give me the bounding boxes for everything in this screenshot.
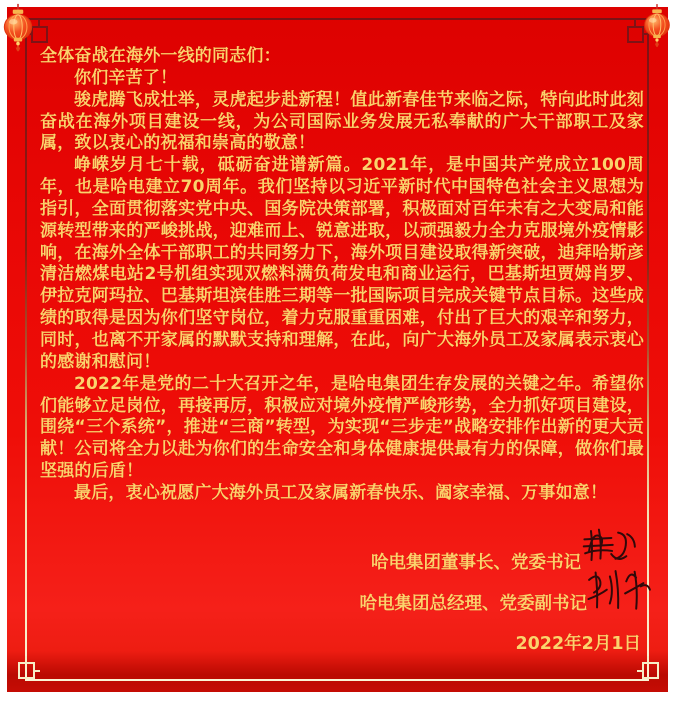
salutation: 全体奋战在海外一线的同志们：	[40, 46, 281, 66]
letter-date: 2022年2月1日	[515, 634, 641, 654]
letter-body	[40, 46, 644, 505]
signoff-title-president: 哈电集团总经理、党委副书记	[359, 594, 587, 614]
paragraph: 最后，衷心祝愿广大海外员工及家属新春快乐、阖家幸福、万事如意！	[74, 482, 608, 503]
paragraph: 峥嵘岁月七十载，砥砺奋进谱新篇。2021年，是中国共产党成立100周年，也是哈电建立70周年。我们坚持以习近平新时代中国特色社会主义思想为指引，全面贯彻落实党中央、国务院决策部署，积极面对百年未有之大变局和能源转型带来的严峻挑战，迎难而上、锐意进取，以顽强毅力全力克服境外疫情影响，在海外全体干部职工的共同努力下，海外项目建设取得新突破，迪拜哈斯彦清洁燃煤电站2号机组实现双燃料满负荷发电和商业运行，巴基斯坦贾姆肖罗、伊拉克阿玛拉、巴基斯坦滨佳胜三期等一批国际项目完成关键节点目标。这些成绩的取得是因为你们坚守岗位，着力克服重重困难，付出了巨大的艰辛和努力，同时，也离不开家属的默默支持和理解，在此，向广大海外员工及家属表示衷心的感谢和慰问！	[40, 155, 644, 372]
paragraph: 骏虎腾飞成壮举，灵虎起步赴新程！值此新春佳节来临之际，特向此时此刻奋战在海外项目建设一线，为公司国际业务发展无私奉献的广大干部职工及家属，致以衷心的祝福和崇高的敬意！	[40, 89, 644, 154]
paragraph: 你们辛苦了！	[74, 67, 178, 88]
paragraph: 2022年是党的二十大召开之年，是哈电集团生存发展的关键之年。希望你们能够立足岗位，再接再厉，积极应对境外疫情严峻形势，全力抓好项目建设，围绕“三个系统”，推进“三商”转型，为实现“三步走”战略安排作出新的更大贡献！公司将全力以赴为你们的生命安全和身体健康提供最有力的保障，做你们最坚强的后盾！	[40, 373, 644, 482]
signoff-title-chairman: 哈电集团董事长、党委书记	[371, 553, 581, 573]
